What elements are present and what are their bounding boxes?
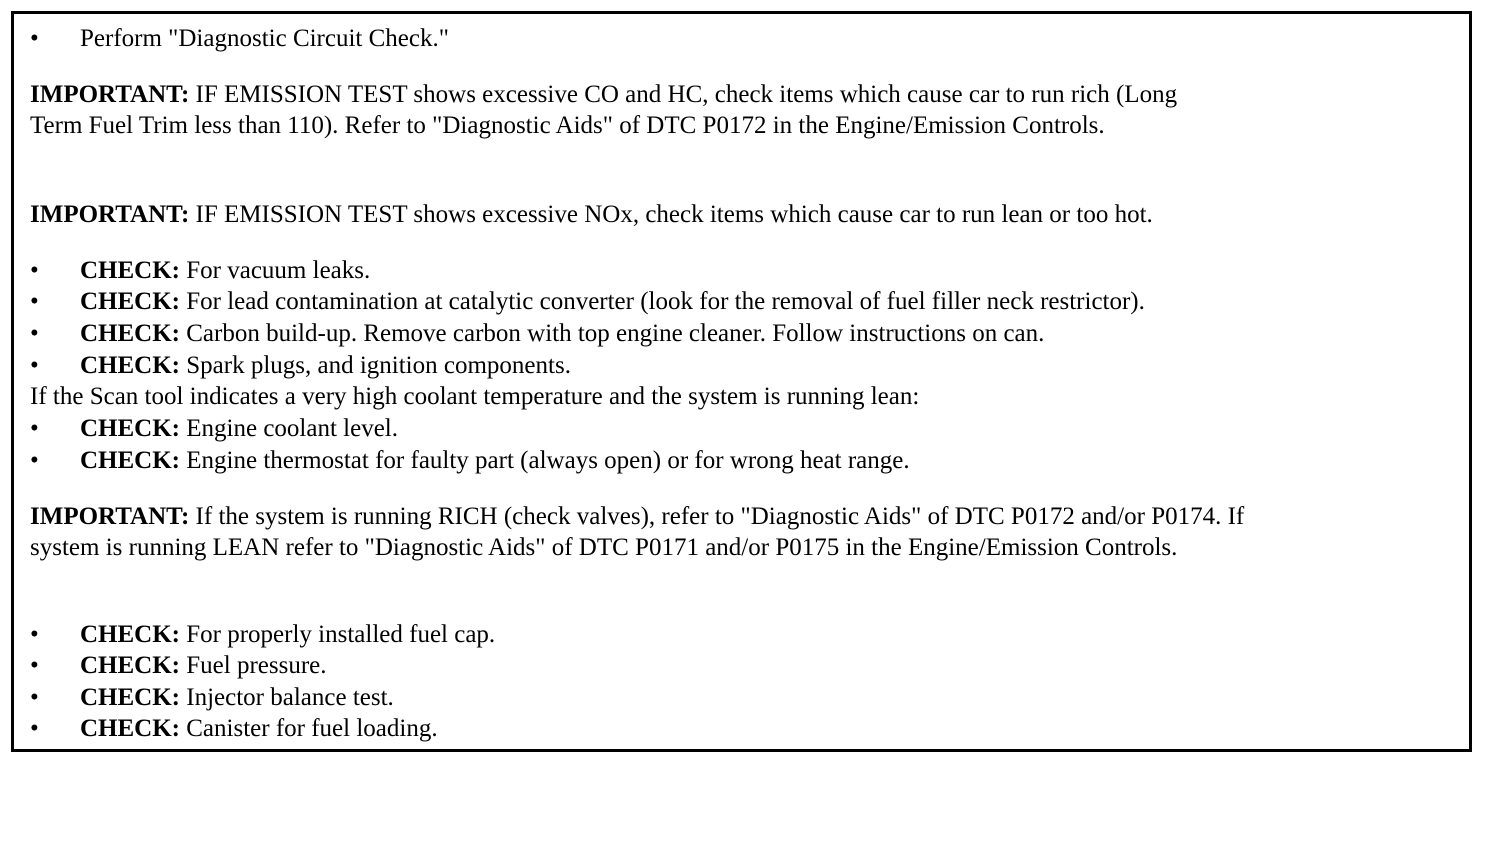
intro-text: Perform "Diagnostic Circuit Check.": [80, 25, 449, 52]
check-text: Carbon build-up. Remove carbon with top engine cleaner. Follow instructions on can.: [180, 320, 1045, 347]
check-label: CHECK:: [80, 320, 180, 347]
check-text: For vacuum leaks.: [180, 257, 371, 284]
bullet-icon: •: [30, 684, 39, 711]
check-label: CHECK:: [80, 715, 180, 742]
important-1-line-2: Term Fuel Trim less than 110). Refer to "Diagnostic Aids" of DTC P0172 in the Engine/Emission Controls.: [30, 112, 1105, 139]
check-label: CHECK:: [80, 447, 180, 474]
check-text: Spark plugs, and ignition components.: [180, 352, 571, 379]
important-3-line-1: [30, 501, 1244, 532]
bullet-icon: •: [30, 320, 39, 347]
check-text: Injector balance test.: [180, 684, 394, 711]
check-label: CHECK:: [80, 352, 180, 379]
check-label: CHECK:: [80, 684, 180, 711]
check-label: CHECK:: [80, 257, 180, 284]
bullet-icon: •: [30, 288, 39, 315]
bullet-icon: •: [30, 415, 39, 442]
important-1-line-1: [30, 79, 1177, 110]
check-text: Engine coolant level.: [180, 415, 398, 442]
bullet-icon: •: [30, 25, 39, 52]
check-text: For lead contamination at catalytic converter (look for the removal of fuel filler neck restrictor).: [180, 288, 1145, 315]
bullet-icon: •: [30, 352, 39, 379]
important-label: IMPORTANT:: [30, 201, 190, 228]
important-label: IMPORTANT:: [30, 81, 190, 108]
check-label: CHECK:: [80, 652, 180, 679]
check-label: CHECK:: [80, 415, 180, 442]
important-2-text-1: IF EMISSION TEST shows excessive NOx, check items which cause car to run lean or too hot.: [189, 201, 1153, 228]
document-frame: [11, 11, 1472, 752]
bullet-icon: •: [30, 652, 39, 679]
important-3-line-2: system is running LEAN refer to "Diagnostic Aids" of DTC P0171 and/or P0175 in the Engine/Emission Controls.: [30, 534, 1178, 561]
bullet-icon: •: [30, 621, 39, 648]
bullet-icon: •: [30, 257, 39, 284]
check-label: CHECK:: [80, 288, 180, 315]
important-3-text-1: If the system is running RICH (check valves), refer to "Diagnostic Aids" of DTC P0172 and/or P0174. If: [189, 503, 1245, 530]
important-1-text-1: IF EMISSION TEST shows excessive CO and HC, check items which cause car to run rich (Long: [189, 81, 1178, 108]
check-text: Canister for fuel loading.: [180, 715, 438, 742]
important-2-line-1: [30, 199, 1153, 230]
check-text: Engine thermostat for faulty part (always open) or for wrong heat range.: [180, 447, 910, 474]
important-label: IMPORTANT:: [30, 503, 190, 530]
check-label: CHECK:: [80, 621, 180, 648]
scan-tool-note: If the Scan tool indicates a very high coolant temperature and the system is running lean:: [30, 383, 920, 410]
check-text: For properly installed fuel cap.: [180, 621, 496, 648]
check-text: Fuel pressure.: [180, 652, 327, 679]
bullet-icon: •: [30, 447, 39, 474]
bullet-icon: •: [30, 715, 39, 742]
